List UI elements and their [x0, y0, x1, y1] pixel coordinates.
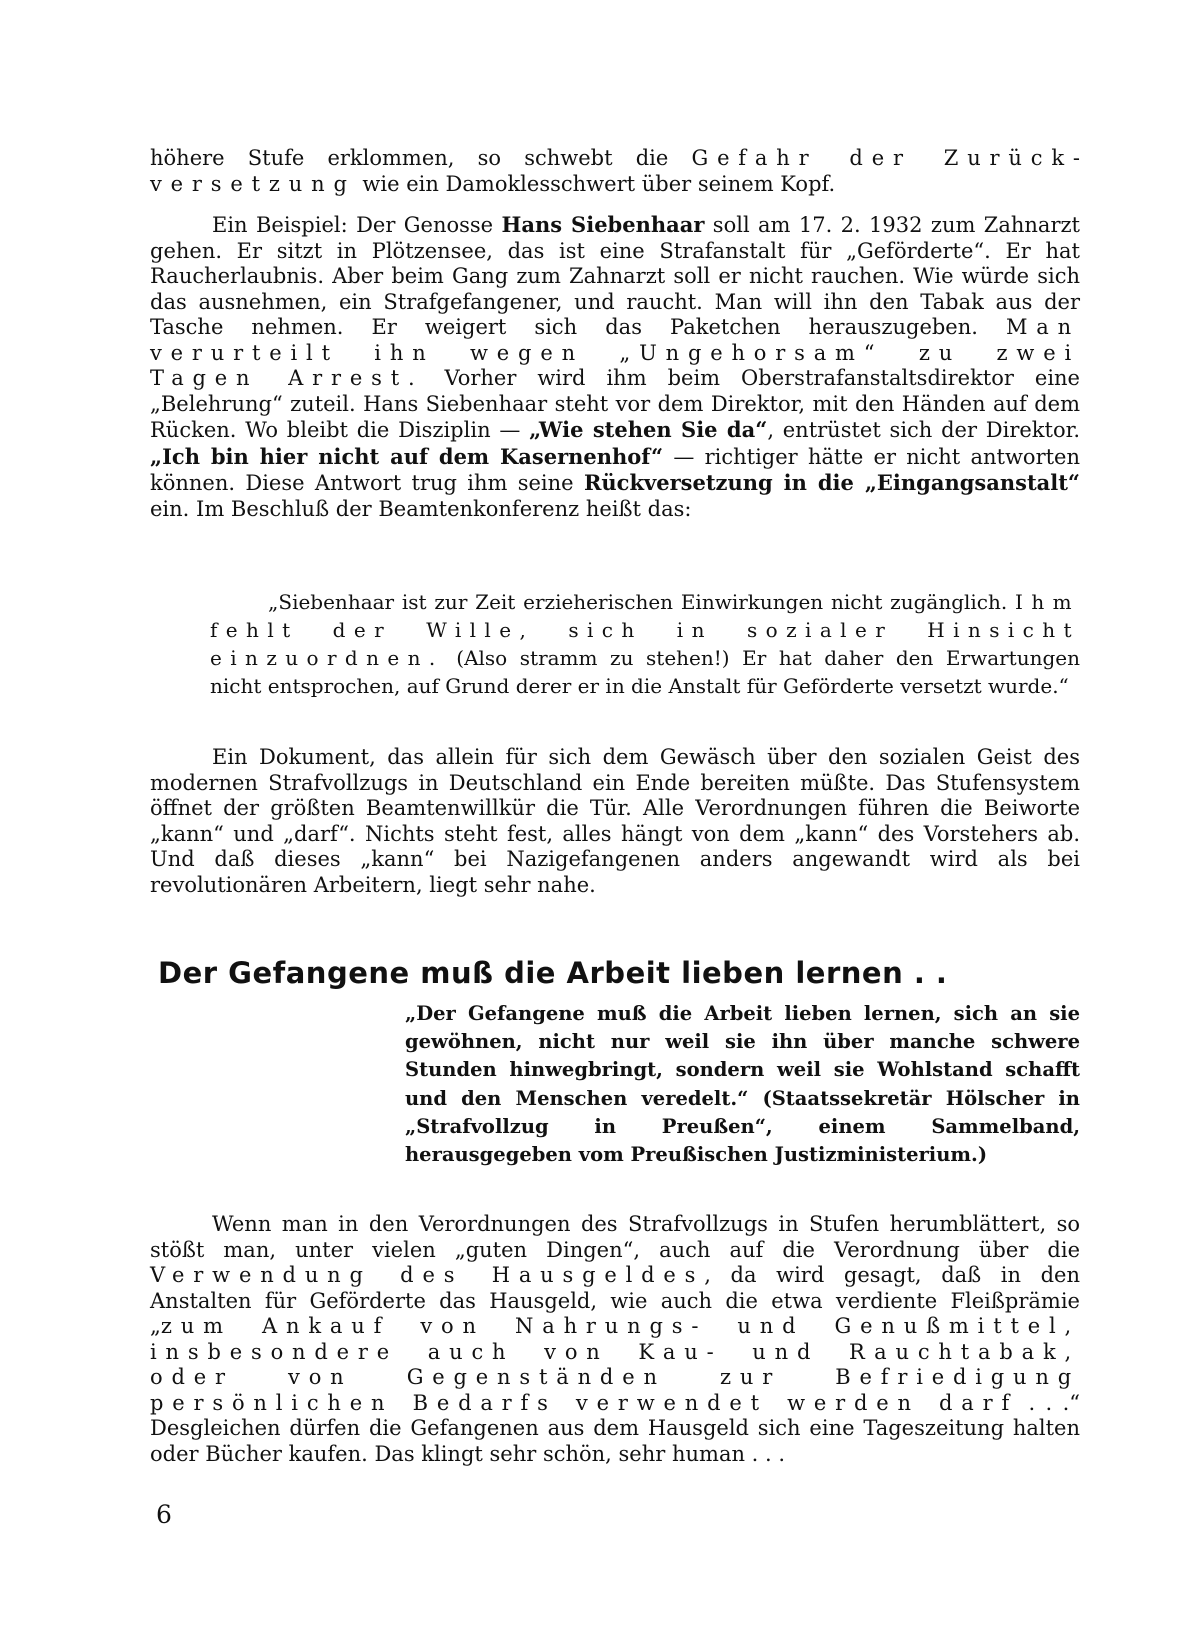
spaced-emphasis: zum Ankauf von Nahrungs- und Genußmittel, insbesondere auch von Kau- und Rauchtabak, oder von Gegenständen zur Befriedigung persönlichen Bedarfs verwendet werden darf [150, 1314, 1080, 1415]
epigraph-quote: „Der Gefangene muß die Arbeit lieben lernen, sich an sie gewöhnen, nicht nur weil sie ihn über manche schwere Stunden hinwegbringt, sondern weil sie Wohlstand schafft und den Menschen veredelt.“ (Staatssekretär Hölscher in „Strafvollzug in Preußen“, einem Sammelband, herausgegeben vom Preußischen Justizministerium.) [405, 1002, 1080, 1167]
bold-quote: „Wie stehen Sie da“ [529, 417, 768, 442]
paragraph-text: Ein Dokument, das allein für sich dem Gewäsch über den sozialen Geist des modernen Strafvollzugs in Deutschland ein Ende bereiten müßte. Das Stufensystem öffnet der größten Beamtenwillkür die Tür. Alle Verordnungen führen die Beiworte „kann“ und „darf“. Nichts steht fest, alles hängt von dem „kann“ des Vorstehers ab. Und daß dieses „kann“ bei Nazigefangenen anders angewandt wird als bei revolutionären Arbeitern, liegt sehr nahe. [150, 745, 1080, 897]
paragraph-2 [150, 212, 1080, 522]
text-run: soll am 17. 2. 1932 zum Zahnarzt gehen. Er sitzt in Plötzensee, das ist eine Strafanstalt für „Geförderte“. Er hat Raucherlaubnis. Aber beim Gang zum Zahnarzt soll er nicht rauchen. Wie würde sich das ausnehmen, ein Strafgefangener, und raucht. Man will ihn den Tabak aus der Tasche nehmen. Er weigert sich das Paketchen herauszugeben. [150, 213, 1080, 339]
bold-name: Hans Siebenhaar [501, 212, 705, 237]
text-run: , entrüstet sich der Direktor. [767, 418, 1080, 442]
text-run: „Siebenhaar ist zur Zeit erzieherischen Einwirkungen nicht zugänglich. [268, 590, 1016, 614]
text-run: wie ein Damoklesschwert über seinem Kopf. [355, 171, 836, 196]
spaced-emphasis: Man verurteilt ihn wegen „Ungehorsam“ zu zwei Tagen Arrest. [150, 315, 1080, 390]
text-run: höhere Stufe erklommen, so schwebt die [150, 146, 692, 170]
block-quote [210, 588, 1080, 700]
text-run: Wenn man in den Verordnungen des Strafvollzugs in Stufen herumblättert, so stößt man, unter vielen „guten Dingen“, auch auf die Verordnung über die [150, 1212, 1080, 1262]
text-run: — richtiger hätte er nicht antworten können. Diese Antwort trug ihm seine [150, 444, 1080, 495]
text-run: ein. Im Beschluß der Beamtenkonferenz heißt das: [150, 496, 692, 521]
text-run: Ein Beispiel: Der Genosse [212, 213, 502, 237]
page-number: 6 [156, 1500, 172, 1529]
paragraph-1 [150, 146, 1080, 197]
spaced-emphasis: Verwendung des Hausgeldes [150, 1263, 705, 1287]
section-heading: Der Gefangene muß die Arbeit lieben lernen . . [158, 956, 948, 990]
bold-quote: „Ich bin hier nicht auf dem Kasernenhof“ [150, 443, 664, 469]
bold-phrase: Rückversetzung in die „Eingangsanstalt“ [583, 470, 1081, 495]
text-run: (Also stramm zu stehen!) Er hat daher den Erwartungen nicht entsprochen, auf Grund derer er in die Anstalt für Geförderte versetzt wurde.“ [210, 646, 1080, 698]
paragraph-3 [150, 745, 1080, 898]
spaced-emphasis: Ihm fehlt der Wille, sich in sozialer Hinsicht einzuordnen. [210, 590, 1080, 670]
paragraph-4 [150, 1212, 1080, 1467]
text-run: Vorher wird ihm beim Oberstrafanstaltsdirektor eine „Belehrung“ zuteil. Hans Siebenhaar steht vor dem Direktor, mit den Händen auf dem Rücken. Wo bleibt die Disziplin — [150, 366, 1080, 442]
text-run: . . .“ Desgleichen dürfen die Gefangenen aus dem Hausgeld sich eine Tageszeitung halten oder Bücher kaufen. Das klingt sehr schön, sehr human . . . [150, 1390, 1080, 1466]
spaced-emphasis: Gefahr der Zurückversetzung [150, 146, 1080, 196]
text-run: , da wird gesagt, daß in den Anstalten für Geförderte das Hausgeld, wie auch die etwa verdiente Fleißprämie „ [150, 1263, 1081, 1338]
